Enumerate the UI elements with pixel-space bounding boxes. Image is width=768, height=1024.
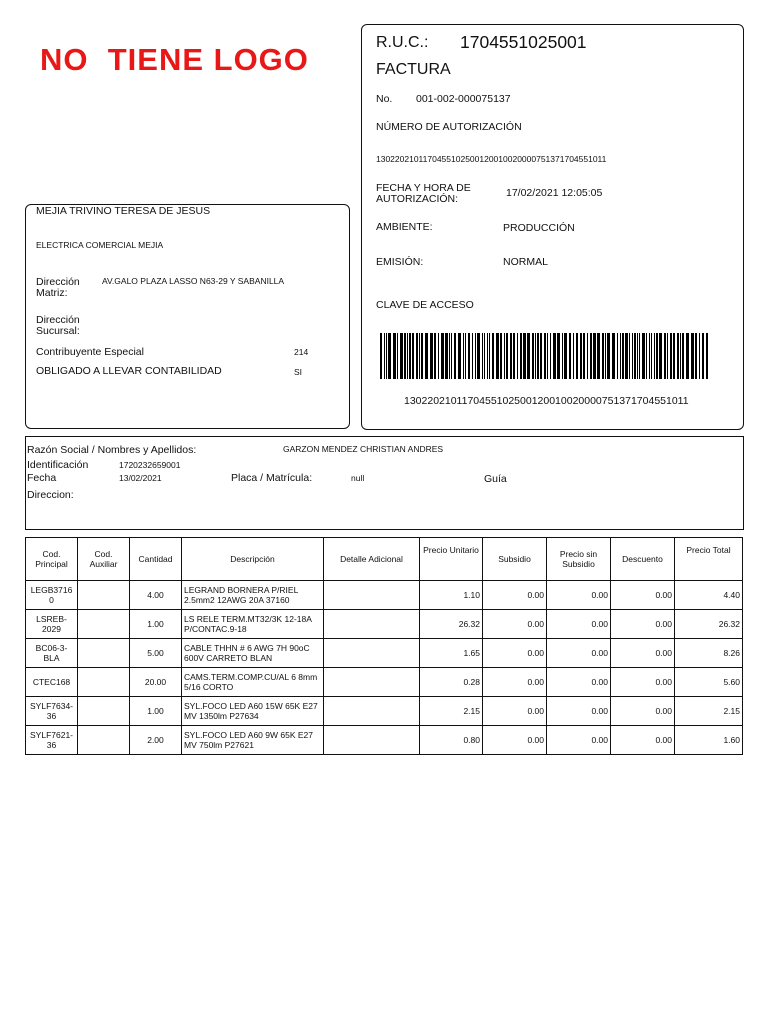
environment-value: PRODUCCIÓN xyxy=(503,222,575,234)
col-header-descuento: Descuento xyxy=(611,538,675,581)
cell-descripcion: CABLE THHN # 6 AWG 7H 90oC 600V CARRETO BLAN xyxy=(182,639,324,668)
cell-precio-sin-subsidio: 0.00 xyxy=(547,639,611,668)
cell-precio-total: 5.60 xyxy=(675,668,743,697)
cell-detalle-adicional xyxy=(324,668,420,697)
col-header-precio-unitario: Precio Unitario xyxy=(420,538,483,581)
cell-detalle-adicional xyxy=(324,610,420,639)
table-row xyxy=(26,668,743,697)
cell-cantidad: 5.00 xyxy=(130,639,182,668)
table-row xyxy=(26,697,743,726)
emission-label: EMISIÓN: xyxy=(376,256,424,268)
cell-cod-auxiliar xyxy=(78,639,130,668)
emission-value: NORMAL xyxy=(503,256,548,268)
accounting-required-value: SI xyxy=(294,367,303,377)
cell-cantidad: 2.00 xyxy=(130,726,182,755)
cell-descripcion: LS RELE TERM.MT32/3K 12-18A P/CONTAC.9-18 xyxy=(182,610,324,639)
cell-cod-principal: CTEC168 xyxy=(26,668,78,697)
cell-descuento: 0.00 xyxy=(611,639,675,668)
auth-date-label-line2: AUTORIZACIÓN: xyxy=(376,193,459,205)
cell-subsidio: 0.00 xyxy=(483,726,547,755)
cell-descuento: 0.00 xyxy=(611,581,675,610)
guide-label: Guía xyxy=(484,473,507,485)
table-row xyxy=(26,726,743,755)
client-id-value: 1720232659001 xyxy=(119,460,181,470)
cell-descripcion: SYL.FOCO LED A60 9W 65K E27 MV 750lm P27621 xyxy=(182,726,324,755)
logo-placeholder: NO TIENE LOGO xyxy=(40,42,309,77)
cell-cantidad: 1.00 xyxy=(130,610,182,639)
col-header-detalle-adicional: Detalle Adicional xyxy=(324,538,420,581)
cell-cod-principal: BC06-3- BLA xyxy=(26,639,78,668)
access-key-barcode xyxy=(380,333,710,379)
main-address-label-line2: Matriz: xyxy=(36,287,68,299)
main-address-label-line1: Dirección xyxy=(36,276,80,288)
cell-cantidad: 4.00 xyxy=(130,581,182,610)
cell-cod-auxiliar xyxy=(78,726,130,755)
cell-cantidad: 1.00 xyxy=(130,697,182,726)
main-address-value: AV.GALO PLAZA LASSO N63-29 Y SABANILLA xyxy=(102,276,285,286)
cell-precio-total: 2.15 xyxy=(675,697,743,726)
cell-precio-unitario: 26.32 xyxy=(420,610,483,639)
cell-descuento: 0.00 xyxy=(611,610,675,639)
cell-descripcion: CAMS.TERM.COMP.CU/AL 6 8mm 5/16 CORTO xyxy=(182,668,324,697)
auth-date-label-line1: FECHA Y HORA DE xyxy=(376,182,471,194)
cell-precio-total: 26.32 xyxy=(675,610,743,639)
cell-precio-unitario: 2.15 xyxy=(420,697,483,726)
cell-precio-unitario: 1.10 xyxy=(420,581,483,610)
cell-detalle-adicional xyxy=(324,697,420,726)
client-name-label: Razón Social / Nombres y Apellidos: xyxy=(27,444,197,456)
cell-subsidio: 0.00 xyxy=(483,610,547,639)
auth-date-value: 17/02/2021 12:05:05 xyxy=(506,187,603,199)
accounting-required-label: OBLIGADO A LLEVAR CONTABILIDAD xyxy=(36,365,222,377)
cell-subsidio: 0.00 xyxy=(483,697,547,726)
issuer-trade-name: ELECTRICA COMERCIAL MEJIA xyxy=(36,240,164,250)
cell-precio-unitario: 0.80 xyxy=(420,726,483,755)
cell-cod-auxiliar xyxy=(78,581,130,610)
table-header-row xyxy=(26,538,743,581)
cell-descripcion: LEGRAND BORNERA P/RIEL 2.5mm2 12AWG 20A 37160 xyxy=(182,581,324,610)
issue-date-label: Fecha xyxy=(27,472,57,484)
authorization-value: 1302202101170455102500120010020000751371704551011 xyxy=(376,154,607,164)
cell-cod-auxiliar xyxy=(78,610,130,639)
cell-cod-principal: LSREB- 2029 xyxy=(26,610,78,639)
cell-precio-total: 1.60 xyxy=(675,726,743,755)
col-header-cantidad: Cantidad xyxy=(130,538,182,581)
col-header-precio-total: Precio Total xyxy=(675,538,743,581)
cell-cod-auxiliar xyxy=(78,668,130,697)
col-header-descripcion: Descripción xyxy=(182,538,324,581)
cell-subsidio: 0.00 xyxy=(483,639,547,668)
issuer-name: MEJIA TRIVINO TERESA DE JESUS xyxy=(36,205,211,217)
invoice-number-label: No. xyxy=(376,93,393,105)
cell-precio-sin-subsidio: 0.00 xyxy=(547,581,611,610)
access-key-value: 1302202101170455102500120010020000751371704551011 xyxy=(404,395,689,407)
cell-precio-sin-subsidio: 0.00 xyxy=(547,668,611,697)
cell-cod-principal: SYLF7634- 36 xyxy=(26,697,78,726)
cell-detalle-adicional xyxy=(324,581,420,610)
issue-date-value: 13/02/2021 xyxy=(119,473,162,483)
client-name-value: GARZON MENDEZ CHRISTIAN ANDRES xyxy=(283,444,444,454)
branch-address-label-line2: Sucursal: xyxy=(36,325,80,337)
authorization-label: NÚMERO DE AUTORIZACIÓN xyxy=(376,121,522,133)
cell-descuento: 0.00 xyxy=(611,668,675,697)
table-row xyxy=(26,610,743,639)
ruc-value: 1704551025001 xyxy=(460,32,587,52)
cell-descripcion: SYL.FOCO LED A60 15W 65K E27 MV 1350lm P27634 xyxy=(182,697,324,726)
cell-descuento: 0.00 xyxy=(611,697,675,726)
cell-precio-unitario: 1.65 xyxy=(420,639,483,668)
access-key-label: CLAVE DE ACCESO xyxy=(376,299,474,311)
table-row xyxy=(26,581,743,610)
ruc-label: R.U.C.: xyxy=(376,34,429,51)
cell-cod-principal: SYLF7621- 36 xyxy=(26,726,78,755)
cell-precio-total: 4.40 xyxy=(675,581,743,610)
col-header-cod-principal: Cod. Principal xyxy=(26,538,78,581)
client-address-label: Direccion: xyxy=(27,489,74,501)
cell-precio-unitario: 0.28 xyxy=(420,668,483,697)
environment-label: AMBIENTE: xyxy=(376,221,433,233)
cell-detalle-adicional xyxy=(324,639,420,668)
plate-label: Placa / Matrícula: xyxy=(231,472,313,484)
special-taxpayer-value: 214 xyxy=(294,347,309,357)
cell-detalle-adicional xyxy=(324,726,420,755)
special-taxpayer-label: Contribuyente Especial xyxy=(36,346,144,358)
col-header-cod-auxiliar: Cod. Auxiliar xyxy=(78,538,130,581)
client-id-label: Identificación xyxy=(27,459,89,471)
cell-cantidad: 20.00 xyxy=(130,668,182,697)
cell-subsidio: 0.00 xyxy=(483,668,547,697)
plate-value: null xyxy=(351,473,365,483)
cell-precio-sin-subsidio: 0.00 xyxy=(547,726,611,755)
col-header-subsidio: Subsidio xyxy=(483,538,547,581)
cell-precio-total: 8.26 xyxy=(675,639,743,668)
cell-cod-principal: LEGB3716 0 xyxy=(26,581,78,610)
branch-address-label-line1: Dirección xyxy=(36,314,80,326)
invoice-number-value: 001-002-000075137 xyxy=(416,93,511,105)
cell-precio-sin-subsidio: 0.00 xyxy=(547,697,611,726)
col-header-precio-sin-subsidio: Precio sin Subsidio xyxy=(547,538,611,581)
cell-cod-auxiliar xyxy=(78,697,130,726)
table-row xyxy=(26,639,743,668)
cell-precio-sin-subsidio: 0.00 xyxy=(547,610,611,639)
cell-descuento: 0.00 xyxy=(611,726,675,755)
items-table xyxy=(25,537,743,755)
cell-subsidio: 0.00 xyxy=(483,581,547,610)
document-type: FACTURA xyxy=(376,61,451,78)
